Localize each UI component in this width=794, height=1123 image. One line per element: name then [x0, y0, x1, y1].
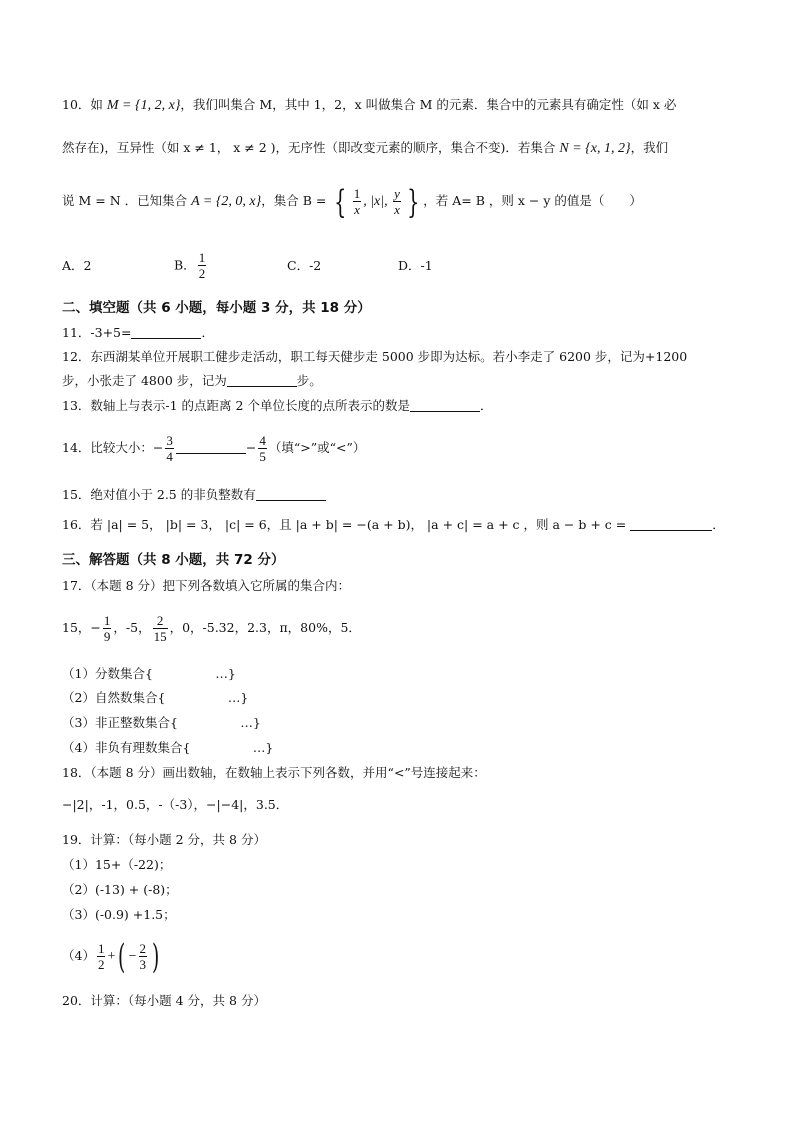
q20-title: 20．计算：（每小题 4 分，共 8 分）	[62, 993, 266, 1008]
right-brace: }	[406, 182, 420, 221]
q19-item-1: （1）15+（-22)；	[62, 857, 172, 872]
section3-heading: 三、解答题（共 8 小题，共 72 分）	[62, 552, 285, 568]
option-d: D．-1	[398, 258, 433, 273]
q10-options	[62, 250, 662, 286]
answer-blank[interactable]	[256, 488, 326, 501]
q19-item-3: （3）(-0.9) +1.5；	[62, 907, 176, 922]
q17-set-1: （1）分数集合{ …}	[62, 666, 236, 681]
q15: 15．绝对值小于 2.5 的非负整数有	[62, 487, 326, 503]
option-c: C．-2	[287, 258, 322, 273]
q10-text: ，我们叫集合 M，其中 1，2，x 叫做集合 M 的元素．集合中的元素具有确定性（如 x 必	[180, 97, 677, 112]
answer-blank[interactable]	[630, 518, 712, 531]
q12-line2: 步，小张走了 4800 步，记为 步。	[62, 373, 322, 388]
q19-title: 19．计算：（每小题 2 分，共 8 分）	[62, 832, 266, 847]
answer-blank[interactable]	[227, 374, 297, 387]
q13: 13．数轴上与表示-1 的点距离 2 个单位长度的点所表示的数是 ．	[62, 398, 493, 413]
section2-heading: 二、填空题（共 6 小题，每小题 3 分，共 18 分）	[62, 300, 371, 316]
q17-set-4: （4）非负有理数集合{ …}	[62, 740, 274, 755]
q17-title: 17．（本题 8 分）把下列各数填入它所属的集合内：	[62, 578, 351, 593]
q10-text: 然存在)，互异性（如 x ≠ 1， x ≠ 2 )，无序性（即改变元素的顺序，集合不变)．若集合	[62, 140, 560, 155]
q10-line1	[62, 97, 676, 114]
left-brace: {	[334, 182, 347, 221]
q10-text: ，我们	[630, 140, 669, 155]
q17-set-2: （2）自然数集合{ …}	[62, 690, 249, 705]
q12-line1: 12．东西湖某单位开展职工健步走活动，职工每天健步走 5000 步即为达标。若小李走了 6200 步，记为+1200	[62, 349, 688, 364]
abs-x: , |x|,	[363, 194, 392, 209]
set-a: A = {2, 0, x}	[191, 194, 262, 209]
q18-title: 18．（本题 8 分）画出数轴，在数轴上表示下列各数，并用“<”号连接起来：	[62, 765, 486, 780]
q10-text: ，集合 B =	[261, 193, 331, 208]
q10-text: 说 M = N ．已知集合	[62, 193, 192, 208]
q19-item-2: （2）(-13) + (-8)；	[62, 882, 178, 897]
option-a: A．2	[62, 258, 92, 273]
q10-text: 10．如	[62, 97, 107, 112]
fraction: $\frac{y}{x}$	[394, 186, 400, 217]
q18-numbers: −|2|，-1，0.5，-（-3），−|−4|，3.5．	[62, 797, 289, 812]
q10-line2	[62, 140, 668, 157]
q14: 14．比较大小：− $\frac{3}{4}$ − $\frac{4}{5}$ （填“>”或“<”）	[62, 433, 366, 464]
answer-blank[interactable]	[131, 326, 201, 339]
answer-blank[interactable]	[410, 399, 480, 412]
q11: 11．-3+5= ．	[62, 325, 214, 340]
q19-item-4: （4） $\frac{1}{2}$ +( − $\frac{2}{3}$ )	[62, 936, 160, 977]
q10-text: ，若 A= B ，则 x − y 的值是（ ）	[423, 193, 642, 208]
option-b: B． $\frac{1}{2}$	[174, 250, 206, 281]
fraction: $\frac{1}{x}$	[353, 186, 361, 217]
q17-set-3: （3）非正整数集合{ …}	[62, 715, 261, 730]
answer-blank[interactable]	[176, 441, 246, 454]
q17-numbers: 15，− $\frac{1}{9}$ ，-5， $\frac{2}{15}$ ，0，-5.32，2.3，π，80%，5．	[62, 613, 361, 644]
set-m: M = {1, 2, x}	[106, 98, 181, 113]
set-n: N = {x, 1, 2}	[559, 141, 631, 156]
q16: 16．若 |a| = 5， |b| = 3， |c| = 6，且 |a + b| = −(a + b)， |a + c| = a + c ，则 a − b + c = ．	[62, 517, 725, 532]
q10-line3	[62, 183, 642, 220]
